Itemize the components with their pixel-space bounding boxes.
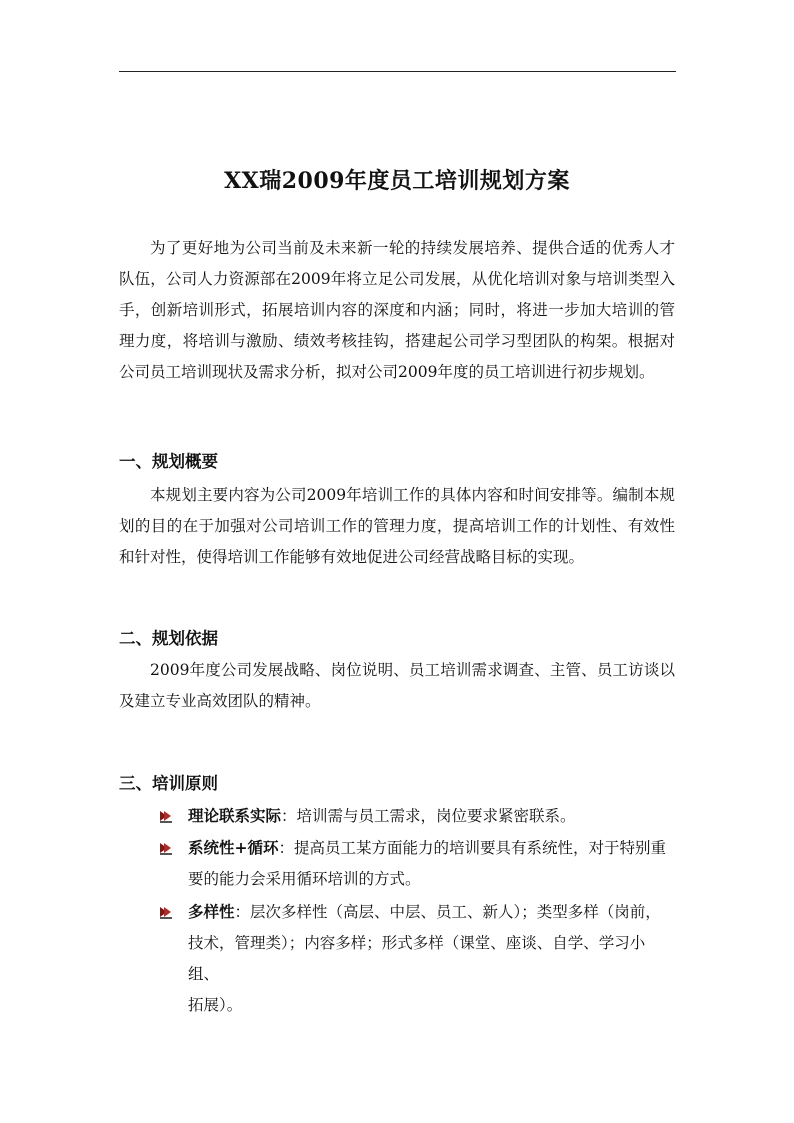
principle-text-line: 技术，管理类）；内容多样；形式多样（课堂、座谈、自学、学习小组、: [188, 934, 646, 983]
principle-text-line: 拓展）。: [188, 996, 243, 1014]
arrow-bullet-icon: [158, 808, 176, 824]
principle-separator: ：: [278, 839, 295, 857]
principle-item: [158, 832, 675, 895]
principle-item: [158, 800, 675, 832]
section-text-basis: 2009年度公司发展战略、岗位说明、员工培训需求调查、主管、员工访谈以及建立专业高效团队的精神。: [119, 661, 675, 710]
principle-text-line: 层次多样性（高层、中层、员工、新人）；类型多样（岗前，: [250, 903, 661, 921]
principle-term: 多样性: [188, 902, 235, 921]
principle-term: 理论联系实际: [188, 806, 282, 825]
section-text-overview: 本规划主要内容为公司2009年培训工作的具体内容和时间安排等。编制本规划的目的在于加强对公司培训工作的管理力度，提高培训工作的计划性、有效性和针对性，使得培训工作能够有效地促进公司经营战略目标的实现。: [119, 486, 675, 566]
header-rule: [119, 71, 676, 72]
arrow-bullet-icon: [158, 904, 176, 920]
principle-separator: ：: [281, 807, 297, 825]
arrow-bullet-icon: [158, 840, 176, 856]
section-heading-basis: 二、规划依据: [119, 629, 218, 648]
principle-text-line: 要的能力会采用循环培训的方式。: [188, 870, 421, 888]
section-heading-principles: 三、培训原则: [119, 774, 218, 793]
intro-paragraph: 为了更好地为公司当前及未来新一轮的持续发展培养、提供合适的优秀人才队伍，公司人力资源部在2009年将立足公司发展，从优化培训对象与培训类型入手，创新培训形式，拓展培训内容的深度和内涵；同时，将进一步加大培训的管理力度，将培训与激励、绩效考核挂钩，搭建起公司学习型团队的构架。根据对公司员工培训现状及需求分析，拟对公司2009年度的员工培训进行初步规划。: [119, 239, 675, 381]
principle-text-line: 提高员工某方面能力的培训要具有系统性，对于特别重: [294, 839, 667, 857]
document-title: XX瑞2009年度员工培训规划方案: [224, 168, 570, 194]
principle-text: 培训需与员工需求，岗位要求紧密联系。: [296, 807, 576, 825]
principle-separator: ：: [234, 903, 251, 921]
principle-term: 系统性+循环: [188, 838, 279, 857]
principle-item: [158, 896, 675, 1021]
section-heading-overview: 一、规划概要: [119, 452, 218, 471]
